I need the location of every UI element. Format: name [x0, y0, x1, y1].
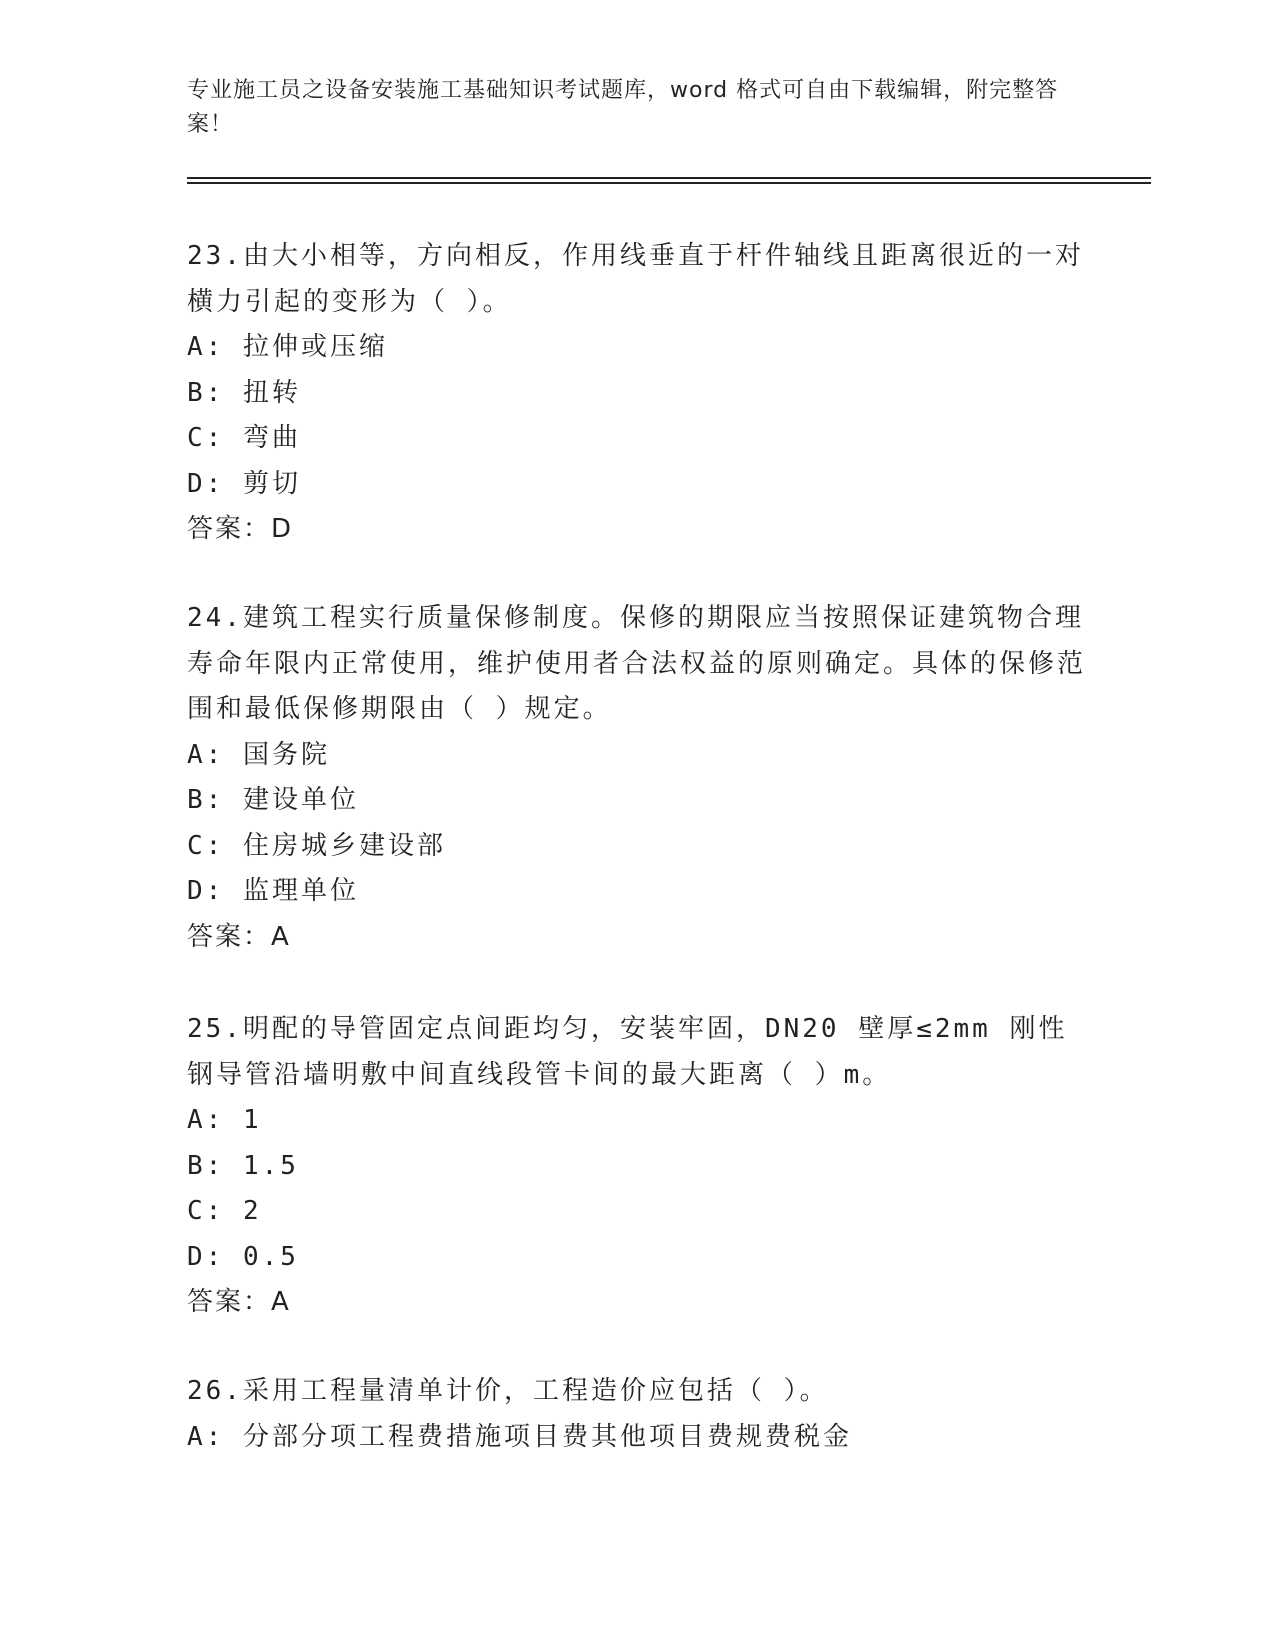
- header-divider-top: [187, 177, 1151, 179]
- answer: 答案：A: [187, 921, 291, 952]
- answer: 答案：A: [187, 1287, 291, 1317]
- option-b: B: 1.5: [187, 1150, 299, 1181]
- question-23: [187, 234, 1087, 553]
- question-24: [187, 596, 1087, 960]
- option-a: A: 1: [187, 1105, 262, 1135]
- option-d: D: 监理单位: [187, 876, 359, 906]
- option-a: A: 拉伸或压缩: [187, 332, 388, 362]
- option-b: B: 扭转: [187, 377, 301, 408]
- option-c: C: 弯曲: [187, 423, 301, 453]
- question-stem: 26.采用工程量清单计价，工程造价应包括（ ）。: [187, 1376, 829, 1406]
- document-header: 专业施工员之设备安装施工基础知识考试题库，word 格式可自由下载编辑，附完整答案！: [187, 78, 1059, 137]
- answer: 答案：D: [187, 514, 294, 544]
- header-divider-bottom: [187, 182, 1151, 184]
- option-a: A: 分部分项工程费措施项目费其他项目费规费税金: [187, 1421, 852, 1452]
- option-a: A: 国务院: [187, 739, 330, 770]
- option-d: D: 0.5: [187, 1241, 299, 1272]
- option-d: D: 剪切: [187, 468, 301, 499]
- option-b: B: 建设单位: [187, 785, 359, 815]
- question-26: [187, 1369, 1087, 1460]
- question-stem: 23.由大小相等，方向相反，作用线垂直于杆件轴线且距离很近的一对横力引起的变形为（ ）。: [187, 241, 1084, 317]
- option-c: C: 2: [187, 1196, 262, 1226]
- question-25: [187, 1007, 1087, 1326]
- question-stem: 25.明配的导管固定点间距均匀，安装牢固，DN20 壁厚≤2mm 刚性钢导管沿墙明敷中间直线段管卡间的最大距离（ ）m。: [187, 1014, 1068, 1090]
- question-stem: 24.建筑工程实行质量保修制度。保修的期限应当按照保证建筑物合理寿命年限内正常使用，维护使用者合法权益的原则确定。具体的保修范围和最低保修期限由（ ）规定。: [187, 603, 1087, 724]
- option-c: C: 住房城乡建设部: [187, 830, 446, 861]
